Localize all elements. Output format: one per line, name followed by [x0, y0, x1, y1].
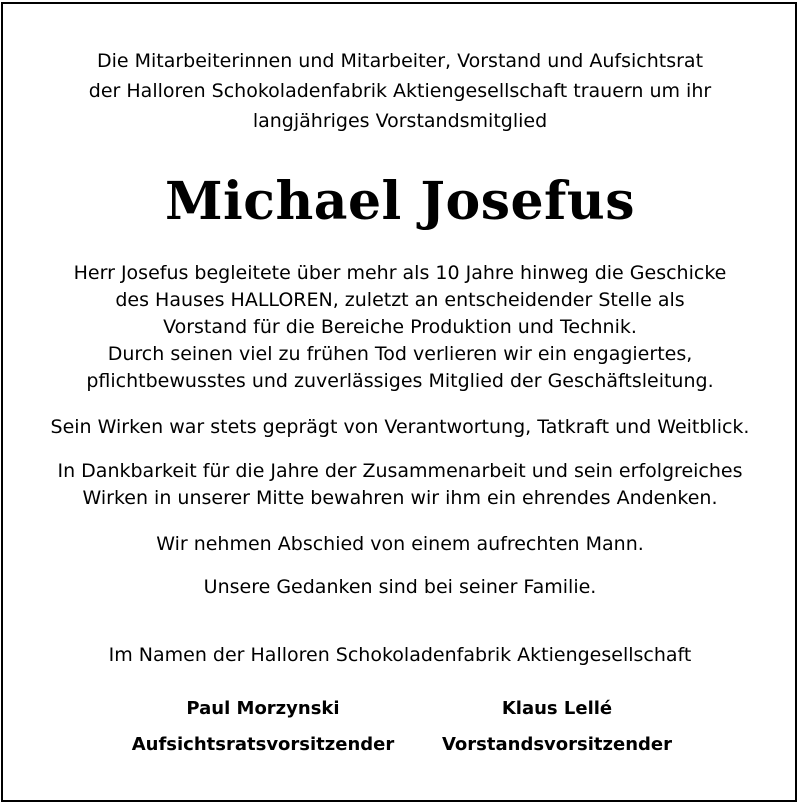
deceased-name: Michael Josefus [164, 171, 635, 232]
tribute-paragraph [0, 260, 800, 395]
signatory-left-name: Paul Morzynski [186, 698, 340, 719]
paragraph-line: In Dankbarkeit für die Jahre der Zusammenarbeit und sein erfolgreiches [57, 460, 743, 482]
farewell-paragraph [0, 531, 800, 558]
on-behalf-line [0, 642, 800, 669]
paragraph-line: Sein Wirken war stets geprägt von Verantwortung, Tatkraft und Weitblick. [50, 416, 750, 438]
paragraph-line: Vorstand für die Bereiche Produktion und Technik. [163, 316, 637, 338]
signatory-left-role: Aufsichtsratsvorsitzender [131, 734, 395, 755]
intro-text [0, 46, 800, 136]
paragraph-line: Unsere Gedanken sind bei seiner Familie. [203, 576, 597, 598]
gratitude-paragraph [0, 458, 800, 512]
intro-line: der Halloren Schokoladenfabrik Aktiengesellschaft trauern um ihr [88, 80, 712, 102]
intro-line: langjähriges Vorstandsmitglied [252, 110, 548, 132]
paragraph-line: Durch seinen viel zu frühen Tod verlieren wir ein engagiertes, [107, 343, 693, 365]
signatory-right-name: Klaus Lellé [501, 698, 613, 719]
paragraph-line: pflichtbewusstes und zuverlässiges Mitglied der Geschäftsleitung. [86, 370, 714, 392]
family-paragraph [0, 574, 800, 601]
paragraph-line: Herr Josefus begleitete über mehr als 10 Jahre hinweg die Geschicke [73, 262, 727, 284]
paragraph-line: Wirken in unserer Mitte bewahren wir ihm ein ehrendes Andenken. [82, 487, 718, 509]
paragraph-line: Wir nehmen Abschied von einem aufrechten Mann. [156, 533, 644, 555]
paragraph-line: Im Namen der Halloren Schokoladenfabrik Aktiengesellschaft [108, 644, 692, 666]
signatory-right-role: Vorstandsvorsitzender [441, 734, 672, 755]
paragraph-line: des Hauses HALLOREN, zuletzt an entscheidender Stelle als [115, 289, 685, 311]
intro-line: Die Mitarbeiterinnen und Mitarbeiter, Vorstand und Aufsichtsrat [96, 50, 704, 72]
character-paragraph [0, 414, 800, 441]
